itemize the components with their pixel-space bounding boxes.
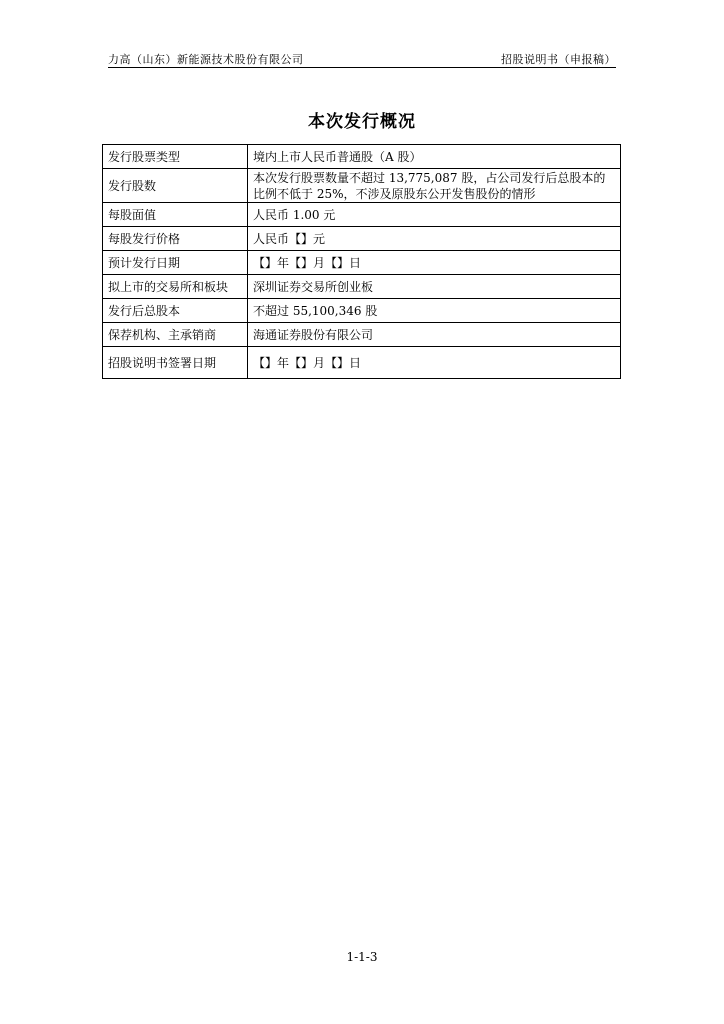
table-row [103, 275, 621, 299]
row-value: 【】年【】月【】日 [248, 347, 621, 379]
header-company-name: 力高（山东）新能源技术股份有限公司 [108, 53, 304, 66]
table-row [103, 227, 621, 251]
page-number: 1-1-3 [346, 950, 378, 964]
row-value: 深圳证券交易所创业板 [248, 275, 621, 299]
table-row [103, 347, 621, 379]
row-value: 本次发行股票数量不超过 13,775,087 股，占公司发行后总股本的比例不低于 25%，不涉及原股东公开发售股份的情形 [248, 169, 621, 203]
row-label: 每股面值 [103, 203, 248, 227]
row-label: 拟上市的交易所和板块 [103, 275, 248, 299]
row-label: 每股发行价格 [103, 227, 248, 251]
row-value: 人民币【】元 [248, 227, 621, 251]
row-label: 招股说明书签署日期 [103, 347, 248, 379]
table-row [103, 251, 621, 275]
table-row [103, 169, 621, 203]
row-value: 海通证券股份有限公司 [248, 323, 621, 347]
header-document-type: 招股说明书（申报稿） [501, 53, 616, 66]
table-row [103, 299, 621, 323]
row-value: 人民币 1.00 元 [248, 203, 621, 227]
page-title: 本次发行概况 [308, 112, 416, 132]
row-value: 【】年【】月【】日 [248, 251, 621, 275]
offering-summary-table [102, 144, 621, 379]
row-label: 发行股数 [103, 169, 248, 203]
header-rule [108, 67, 616, 68]
row-label: 保荐机构、主承销商 [103, 323, 248, 347]
row-label: 发行股票类型 [103, 145, 248, 169]
table-row [103, 323, 621, 347]
table-row [103, 145, 621, 169]
row-value: 不超过 55,100,346 股 [248, 299, 621, 323]
row-label: 发行后总股本 [103, 299, 248, 323]
row-value: 境内上市人民币普通股（A 股） [248, 145, 621, 169]
table-row [103, 203, 621, 227]
row-label: 预计发行日期 [103, 251, 248, 275]
